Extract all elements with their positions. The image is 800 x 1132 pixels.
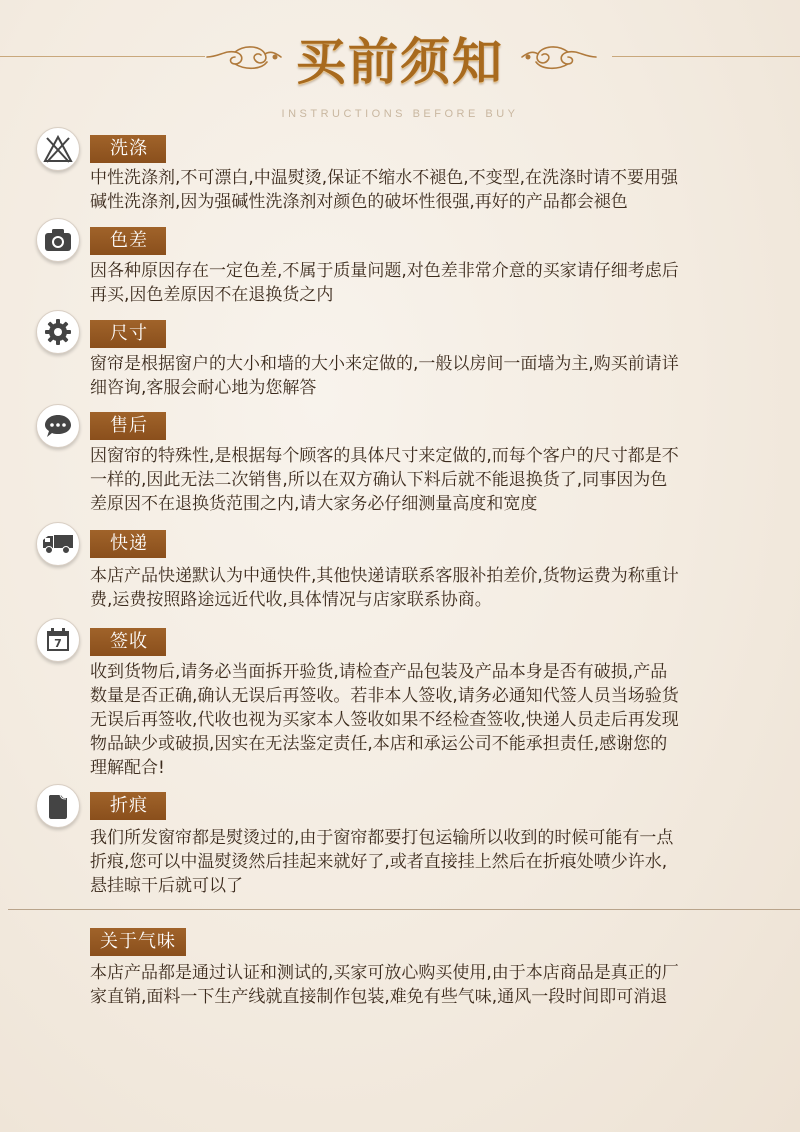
text-line: 数量是否正确,确认无误后再签收。若非本人签收,请务必通知代签人员当场验货: [90, 686, 679, 706]
text-line: 本店产品快递默认为中通快件,其他快递请联系客服补拍差价,货物运费为称重计: [90, 566, 679, 586]
fabric-fold-icon: [36, 784, 80, 828]
page-title: 买前须知: [296, 32, 504, 91]
no-bleach-icon: [36, 127, 80, 171]
text-line: 收到货物后,请务必当面拆开验货,请检查产品包装及产品本身是否有破损,产品: [90, 662, 668, 682]
text-line: 理解配合!: [90, 758, 165, 778]
header: [0, 0, 800, 130]
text-line: 差原因不在退换货范围之内,请大家务必仔细测量高度和宽度: [90, 494, 538, 514]
section-text: [90, 826, 740, 898]
text-line: 无误后再签收,代收也视为买家本人签收如果不经检查签收,快递人员走后再发现: [90, 710, 679, 730]
section-delivery: [0, 522, 800, 612]
text-line: 折痕,您可以中温熨烫然后挂起来就好了,或者直接挂上然后在折痕处喷少许水,: [90, 852, 668, 872]
camera-icon: [36, 218, 80, 262]
section-color-difference: [0, 216, 800, 305]
section-label: 尺寸: [90, 320, 166, 348]
text-line: 窗帘是根据窗户的大小和墙的大小来定做的,一般以房间一面墙为主,购买前请详: [90, 354, 679, 374]
text-line: 我们所发窗帘都是熨烫过的,由于窗帘都要打包运输所以收到的时候可能有一点: [90, 828, 674, 848]
text-line: 费,运费按照路途远近代收,具体情况与店家联系协商。: [90, 590, 492, 610]
section-label: 关于气味: [90, 928, 186, 956]
section-size: [0, 310, 800, 398]
gear-icon: [36, 310, 80, 354]
text-line: 因各种原因存在一定色差,不属于质量问题,对色差非常介意的买家请仔细考虑后: [90, 261, 679, 281]
text-line: 家直销,面料一下生产线就直接制作包装,难免有些气味,通风一段时间即可消退: [90, 987, 668, 1007]
section-label: 签收: [90, 628, 166, 656]
page-subtitle: INSTRUCTIONS BEFORE BUY: [281, 108, 519, 120]
section-text: [90, 166, 740, 214]
section-text: [90, 564, 740, 612]
section-text: [90, 444, 740, 516]
section-label: 售后: [90, 412, 166, 440]
text-line: 中性洗涤剂,不可漂白,中温熨烫,保证不缩水不褪色,不变型,在洗涤时请不要用强: [90, 168, 679, 188]
section-label: 快递: [90, 530, 166, 558]
text-line: 因窗帘的特殊性,是根据每个顾客的具体尺寸来定做的,而每个客户的尺寸都是不: [90, 446, 679, 466]
text-line: 碱性洗涤剂,因为强碱性洗涤剂对颜色的破坏性很强,再好的产品都会褪色: [90, 192, 628, 212]
section-label: 洗涤: [90, 135, 166, 163]
section-text: [90, 352, 740, 400]
section-divider: [8, 909, 800, 910]
text-line: 一样的,因此无法二次销售,所以在双方确认下料后就不能退换货了,同事因为色: [90, 470, 668, 490]
section-text: [90, 259, 740, 307]
chat-bubble-icon: [36, 404, 80, 448]
section-text: [90, 961, 740, 1009]
text-line: 细咨询,客服会耐心地为您解答: [90, 378, 317, 398]
section-label: 色差: [90, 227, 166, 255]
text-line: 再买,因色差原因不在退换货之内: [90, 285, 334, 305]
section-text: [90, 660, 740, 780]
section-odor: [0, 928, 800, 1018]
section-crease: [0, 784, 800, 899]
calendar-icon: [36, 618, 80, 662]
text-line: 物品缺少或破损,因实在无法鉴定责任,本店和承运公司不能承担责任,感谢您的: [90, 734, 668, 754]
calendar-day: 7: [54, 637, 62, 650]
section-label: 折痕: [90, 792, 166, 820]
section-after-sales: [0, 404, 800, 514]
text-line: 本店产品都是通过认证和测试的,买家可放心购买使用,由于本店商品是真正的厂: [90, 963, 679, 983]
section-signing: [0, 618, 800, 778]
truck-icon: [36, 522, 80, 566]
text-line: 悬挂晾干后就可以了: [90, 876, 243, 896]
section-washing: [0, 130, 800, 210]
